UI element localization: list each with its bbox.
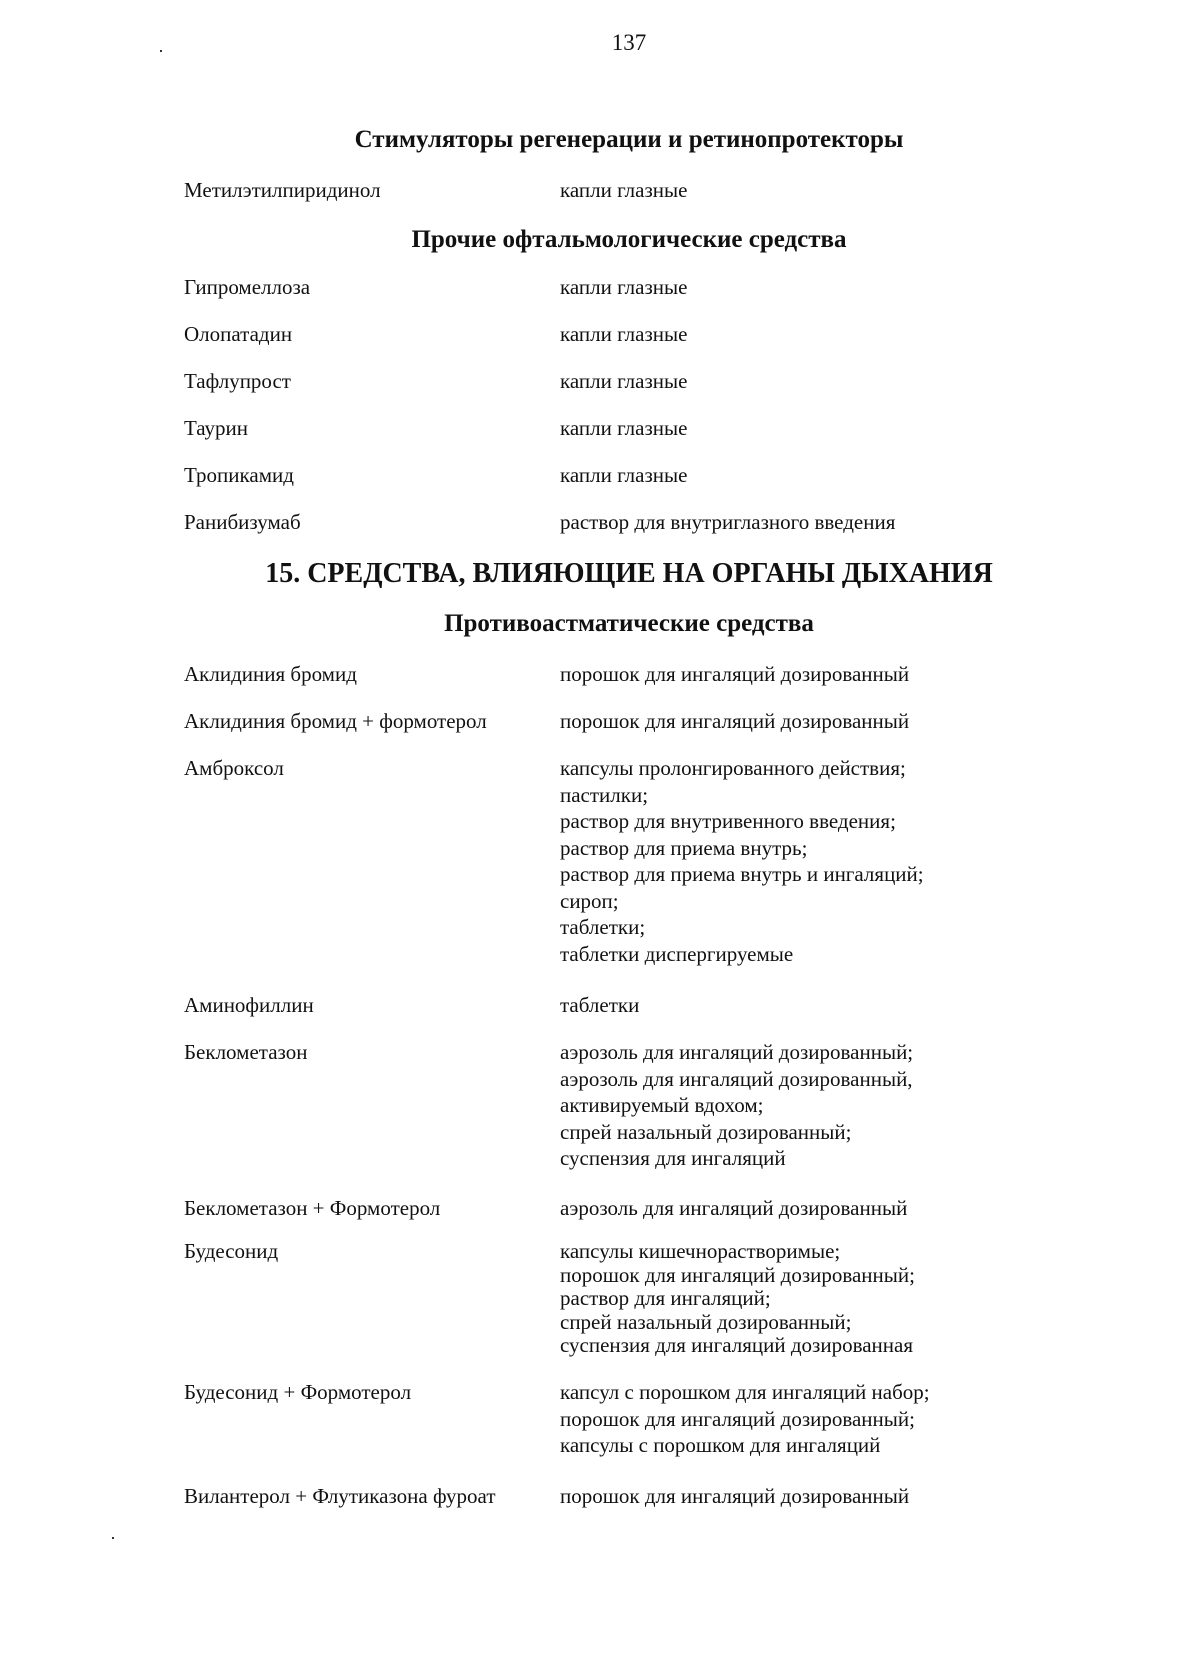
drug-name: Гипромеллоза	[184, 275, 311, 299]
section-heading-other-ophthalmology: Прочие офтальмологические средства	[411, 226, 847, 253]
drug-name: Аклидиния бромид + формотерол	[184, 709, 487, 733]
section-heading-antiasthmatic: Противоастматические средства	[444, 610, 814, 637]
dosage-form: активируемый вдохом;	[560, 1093, 764, 1117]
dosage-form: аэрозоль для ингаляций дозированный;	[560, 1040, 914, 1064]
dosage-form: капсулы пролонгированного действия;	[560, 756, 906, 780]
chapter-heading-respiratory: 15. СРЕДСТВА, ВЛИЯЮЩИЕ НА ОРГАНЫ ДЫХАНИЯ	[265, 558, 993, 589]
dosage-form: порошок для ингаляций дозированный;	[560, 1406, 915, 1431]
dosage-forms	[560, 368, 1010, 395]
dosage-forms	[560, 509, 1010, 536]
dosage-form: порошок для ингаляций дозированный;	[560, 1262, 915, 1287]
dosage-forms	[560, 1379, 1010, 1459]
dosage-form: капли глазные	[560, 322, 688, 346]
dosage-form: таблетки;	[560, 915, 646, 939]
dosage-forms	[560, 661, 1010, 688]
dosage-form: спрей назальный дозированный;	[560, 1119, 852, 1144]
drug-name: Вилантерол + Флутиказона фуроат	[184, 1484, 496, 1508]
dosage-form: аэрозоль для ингаляций дозированный	[560, 1196, 908, 1220]
drug-name: Беклометазон + Формотерол	[184, 1196, 441, 1220]
dosage-form: капли глазные	[560, 369, 688, 393]
dosage-form: капли глазные	[560, 463, 688, 487]
dosage-form: капли глазные	[560, 275, 688, 299]
dosage-forms	[560, 755, 1010, 967]
dosage-forms	[560, 1195, 1010, 1222]
dosage-form: раствор для приема внутрь;	[560, 835, 808, 860]
dosage-forms	[560, 1240, 1010, 1358]
section-heading-regeneration: Стимуляторы регенерации и ретинопротекторы	[354, 126, 904, 153]
dosage-form: суспензия для ингаляций дозированная	[560, 1333, 914, 1357]
dosage-forms	[560, 321, 1010, 348]
dosage-form: порошок для ингаляций дозированный	[560, 662, 910, 686]
scan-speck	[112, 1537, 114, 1539]
dosage-form: таблетки диспергируемые	[560, 941, 794, 966]
dosage-forms	[560, 1483, 1010, 1510]
dosage-form: капсул с порошком для ингаляций набор;	[560, 1380, 930, 1404]
drug-name: Метилэтилпиридинол	[184, 178, 381, 202]
dosage-form: капли глазные	[560, 416, 688, 440]
dosage-forms	[560, 992, 1010, 1019]
drug-name: Аминофиллин	[184, 993, 314, 1017]
drug-name: Таурин	[184, 416, 249, 440]
drug-name: Амброксол	[184, 756, 284, 780]
dosage-form: раствор для ингаляций;	[560, 1286, 771, 1310]
dosage-form: таблетки	[560, 993, 640, 1017]
dosage-forms	[560, 415, 1010, 442]
dosage-form: раствор для приема внутрь и ингаляций;	[560, 862, 924, 886]
drug-name: Беклометазон	[184, 1040, 308, 1064]
dosage-form: порошок для ингаляций дозированный	[560, 709, 910, 733]
dosage-form: сироп;	[560, 888, 619, 913]
drug-name: Тропикамид	[184, 463, 294, 487]
dosage-form: порошок для ингаляций дозированный	[560, 1484, 910, 1508]
dosage-forms	[560, 1039, 1010, 1172]
dosage-forms	[560, 274, 1010, 301]
dosage-form: спрей назальный дозированный;	[560, 1309, 852, 1334]
dosage-form: капсулы кишечнорастворимые;	[560, 1239, 841, 1263]
dosage-form: капсулы с порошком для ингаляций	[560, 1433, 881, 1457]
dosage-form: пастилки;	[560, 782, 649, 807]
dosage-forms	[560, 708, 1010, 735]
drug-name: Аклидиния бромид	[184, 662, 357, 686]
dosage-form: суспензия для ингаляций	[560, 1146, 786, 1170]
dosage-form: аэрозоль для ингаляций дозированный,	[560, 1066, 913, 1091]
dosage-forms	[560, 177, 1010, 204]
drug-name: Будесонид	[184, 1239, 279, 1263]
dosage-form: раствор для внутриглазного введения	[560, 510, 896, 534]
drug-name: Олопатадин	[184, 322, 293, 346]
drug-name: Ранибизумаб	[184, 510, 301, 534]
dosage-forms	[560, 462, 1010, 489]
drug-name: Тафлупрост	[184, 369, 291, 393]
scan-speck	[160, 50, 162, 52]
dosage-form: капли глазные	[560, 178, 688, 202]
drug-name: Будесонид + Формотерол	[184, 1380, 412, 1404]
dosage-form: раствор для внутривенного введения;	[560, 809, 896, 833]
page-number: 137	[611, 30, 647, 55]
